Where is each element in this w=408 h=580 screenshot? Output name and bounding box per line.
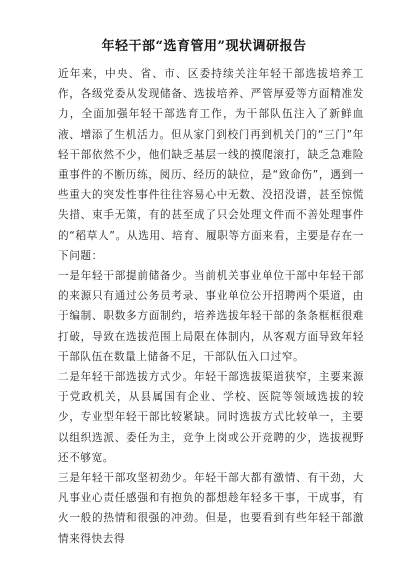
paragraph-point-one: 一是年轻干部提前储备少。当前机关事业单位干部中年轻干部的来源只有通过公务员考录、事业单位公开招聘两个渠道，由于编制、职数多方面制约，培养选拔年轻干部的条条框框很难打破，导致在选拔范围上局限在体制内，从客观方面导致年轻干部队伍在数量上储备不足，干部队伍入口过窄。 — [58, 270, 364, 363]
paragraph-point-three: 三是年轻干部攻坚初劲少。年轻干部大都有激情、有干劲，大凡事业心责任感强和有抱负的都想趁年轻多干事，干成事，有火一般的热情和很强的冲劲。但是，也要看到有些年轻干部激情来得快去得 — [58, 472, 364, 545]
document-title: 年轻干部“选育管用”现状调研报告 — [101, 39, 307, 54]
paragraph-point-two: 二是年轻干部选拔方式少。年轻干部选拔渠道狭窄，主要来源于党政机关，从县属国有企业、学校、医院等领域选拔的较少，专业型年轻干部比较紧缺。同时选拔方式比较单一，主要以组织选派、委任为主，竞争上岗或公开竞聘的少，选拔视野还不够宽。 — [58, 371, 364, 464]
document-body — [58, 64, 364, 549]
paragraph-intro: 近年来，中央、省、市、区委持续关注年轻干部选拔培养工作，各级党委从发现储备、选拔培养、严管厚爱等方面精准发力，全面加强年轻干部选育工作，为干部队伍注入了新鲜血液、增添了生机活力。但从家门到校门再到机关门的“三门”年轻干部依然不少，他们缺乏基层一线的摸爬滚打，缺乏急难险重事件的不断历练，阅历、经历的缺位，是“致命伤”，遇到一些重大的突发性事件往往容易心中无数、没招没谱，甚至惊慌失措、束手无策，有的甚至成了只会处理文件而不善处理事件的“稻草人”。从选用、培育、履职等方面来看，主要是存在一下问题： — [58, 68, 364, 262]
